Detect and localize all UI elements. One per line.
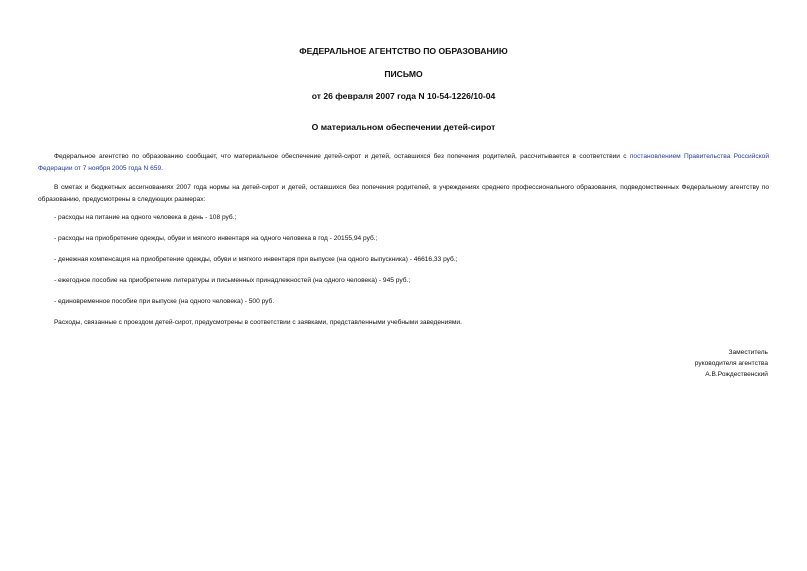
intro-paragraph-end: . <box>161 164 163 172</box>
intro-paragraph <box>38 151 769 174</box>
list-item-graduation-allowance: - единовременное пособие при выпуске (на одного человека) - 500 руб. <box>54 298 275 305</box>
list-item-clothing: - расходы на приобретение одежды, обуви и мягкого инвентаря на одного человека в год - 20155,94 руб.; <box>54 235 378 242</box>
agency-heading: ФЕДЕРАЛЬНОЕ АГЕНТСТВО ПО ОБРАЗОВАНИЮ <box>299 46 508 56</box>
signature-block <box>695 347 768 380</box>
signature-name: А.В.Рождественский <box>705 371 768 378</box>
list-item-food: - расходы на питание на одного человека в день - 108 руб.; <box>54 214 237 221</box>
intro-paragraph-text: Федеральное агентство по образованию сообщает, что материальное обеспечение детей-сирот и детей, оставшихся без попечения родителей, рассчитывается в соответствии с <box>54 153 630 160</box>
travel-paragraph: Расходы, связанные с проездом детей-сирот, предусмотрены в соответствии с заявками, представленными учебными заведениями. <box>54 319 462 326</box>
resolution-link[interactable]: постановлением Правительства Российской Федерации от 7 ноября 2005 года N 659 <box>38 153 770 172</box>
signature-position: Заместитель <box>728 349 768 356</box>
signature-position-detail: руководителя агентства <box>694 360 768 367</box>
list-item-literature-allowance: - ежегодное пособие на приобретение литературы и письменных принадлежностей (на одного человека) - 945 руб.; <box>54 277 411 284</box>
list-item-compensation: - денежная компенсация на приобретение одежды, обуви и мягкого инвентаря при выпуске (на одного выпускника) - 46616,33 руб.; <box>54 256 458 263</box>
date-number-heading: от 26 февраля 2007 года N 10-54-1226/10-04 <box>311 91 496 101</box>
document-type-heading: ПИСЬМО <box>384 69 423 79</box>
subject-heading: О материальном обеспечении детей-сирот <box>311 122 496 132</box>
budget-paragraph: В сметах и бюджетных ассигнованиях 2007 года нормы на детей-сирот и детей, оставшихся без попечения родителей, в учреждениях среднего профессионального образования, подведомственных Федеральному агентству по образованию, предусмотрены в следующих размерах: <box>38 184 769 203</box>
